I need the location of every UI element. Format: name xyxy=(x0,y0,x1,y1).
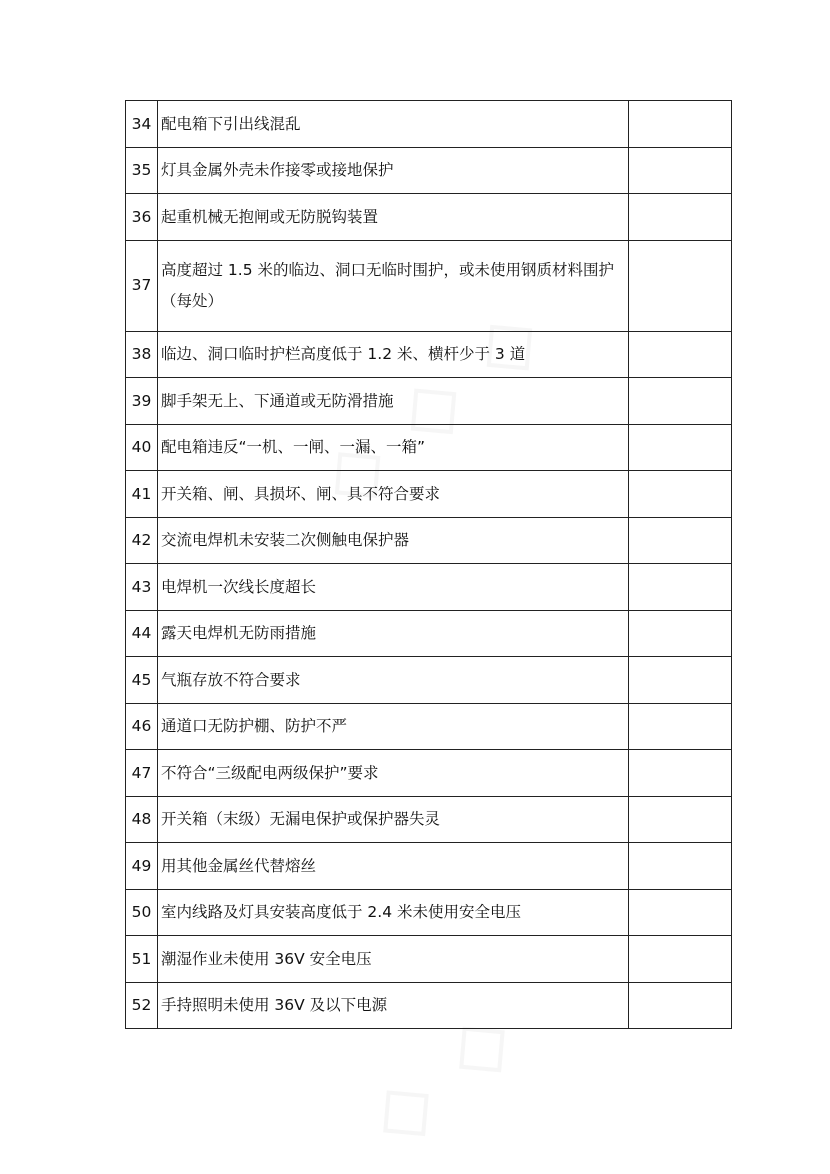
row-score-cell[interactable] xyxy=(629,843,732,890)
table-row xyxy=(126,424,732,471)
row-item-text: 潮湿作业未使用 36V 安全电压 xyxy=(158,936,629,983)
row-number: 42 xyxy=(126,517,158,564)
row-item-text: 配电箱违反“一机、一闸、一漏、一箱” xyxy=(158,424,629,471)
row-number: 48 xyxy=(126,796,158,843)
row-item-text: 交流电焊机未安装二次侧触电保护器 xyxy=(158,517,629,564)
row-score-cell[interactable] xyxy=(629,982,732,1029)
table-row xyxy=(126,657,732,704)
row-number: 47 xyxy=(126,750,158,797)
row-item-text: 露天电焊机无防雨措施 xyxy=(158,610,629,657)
row-number: 38 xyxy=(126,331,158,378)
row-item-text: 高度超过 1.5 米的临边、洞口无临时围护，或未使用钢质材料围护（每处） xyxy=(158,240,629,331)
row-score-cell[interactable] xyxy=(629,889,732,936)
row-score-cell[interactable] xyxy=(629,147,732,194)
row-score-cell[interactable] xyxy=(629,796,732,843)
row-item-text: 用其他金属丝代替熔丝 xyxy=(158,843,629,890)
row-item-text: 手持照明未使用 36V 及以下电源 xyxy=(158,982,629,1029)
row-item-text: 起重机械无抱闸或无防脱钩装置 xyxy=(158,194,629,241)
row-score-cell[interactable] xyxy=(629,424,732,471)
row-score-cell[interactable] xyxy=(629,703,732,750)
row-number: 40 xyxy=(126,424,158,471)
row-score-cell[interactable] xyxy=(629,657,732,704)
row-number: 43 xyxy=(126,564,158,611)
row-number: 36 xyxy=(126,194,158,241)
row-number: 34 xyxy=(126,101,158,148)
row-item-text: 临边、洞口临时护栏高度低于 1.2 米、横杆少于 3 道 xyxy=(158,331,629,378)
row-number: 45 xyxy=(126,657,158,704)
checklist-body xyxy=(126,101,732,1029)
row-item-text: 开关箱（末级）无漏电保护或保护器失灵 xyxy=(158,796,629,843)
row-score-cell[interactable] xyxy=(629,936,732,983)
row-item-text: 开关箱、闸、具损坏、闸、具不符合要求 xyxy=(158,471,629,518)
row-item-text: 脚手架无上、下通道或无防滑措施 xyxy=(158,378,629,425)
row-number: 37 xyxy=(126,240,158,331)
row-number: 44 xyxy=(126,610,158,657)
row-score-cell[interactable] xyxy=(629,378,732,425)
table-row xyxy=(126,240,732,331)
row-score-cell[interactable] xyxy=(629,471,732,518)
table-row xyxy=(126,889,732,936)
row-score-cell[interactable] xyxy=(629,610,732,657)
table-row xyxy=(126,796,732,843)
row-item-text: 气瓶存放不符合要求 xyxy=(158,657,629,704)
row-item-text: 灯具金属外壳未作接零或接地保护 xyxy=(158,147,629,194)
row-score-cell[interactable] xyxy=(629,331,732,378)
table-row xyxy=(126,331,732,378)
row-number: 41 xyxy=(126,471,158,518)
row-score-cell[interactable] xyxy=(629,564,732,611)
row-item-text: 通道口无防护棚、防护不严 xyxy=(158,703,629,750)
row-number: 51 xyxy=(126,936,158,983)
checklist-table xyxy=(125,100,732,1029)
row-item-text: 室内线路及灯具安装高度低于 2.4 米未使用安全电压 xyxy=(158,889,629,936)
row-item-text: 不符合“三级配电两级保护”要求 xyxy=(158,750,629,797)
table-row xyxy=(126,194,732,241)
table-row xyxy=(126,703,732,750)
table-row xyxy=(126,147,732,194)
row-score-cell[interactable] xyxy=(629,517,732,564)
table-row xyxy=(126,750,732,797)
table-row xyxy=(126,471,732,518)
table-row xyxy=(126,378,732,425)
row-number: 50 xyxy=(126,889,158,936)
row-item-text: 电焊机一次线长度超长 xyxy=(158,564,629,611)
row-number: 39 xyxy=(126,378,158,425)
row-score-cell[interactable] xyxy=(629,750,732,797)
row-item-text: 配电箱下引出线混乱 xyxy=(158,101,629,148)
row-score-cell[interactable] xyxy=(629,240,732,331)
row-number: 52 xyxy=(126,982,158,1029)
row-score-cell[interactable] xyxy=(629,194,732,241)
row-number: 49 xyxy=(126,843,158,890)
row-number: 46 xyxy=(126,703,158,750)
table-row xyxy=(126,610,732,657)
table-row xyxy=(126,517,732,564)
table-row xyxy=(126,982,732,1029)
table-row xyxy=(126,843,732,890)
table-row xyxy=(126,564,732,611)
table-row xyxy=(126,936,732,983)
row-number: 35 xyxy=(126,147,158,194)
table-row xyxy=(126,101,732,148)
row-score-cell[interactable] xyxy=(629,101,732,148)
